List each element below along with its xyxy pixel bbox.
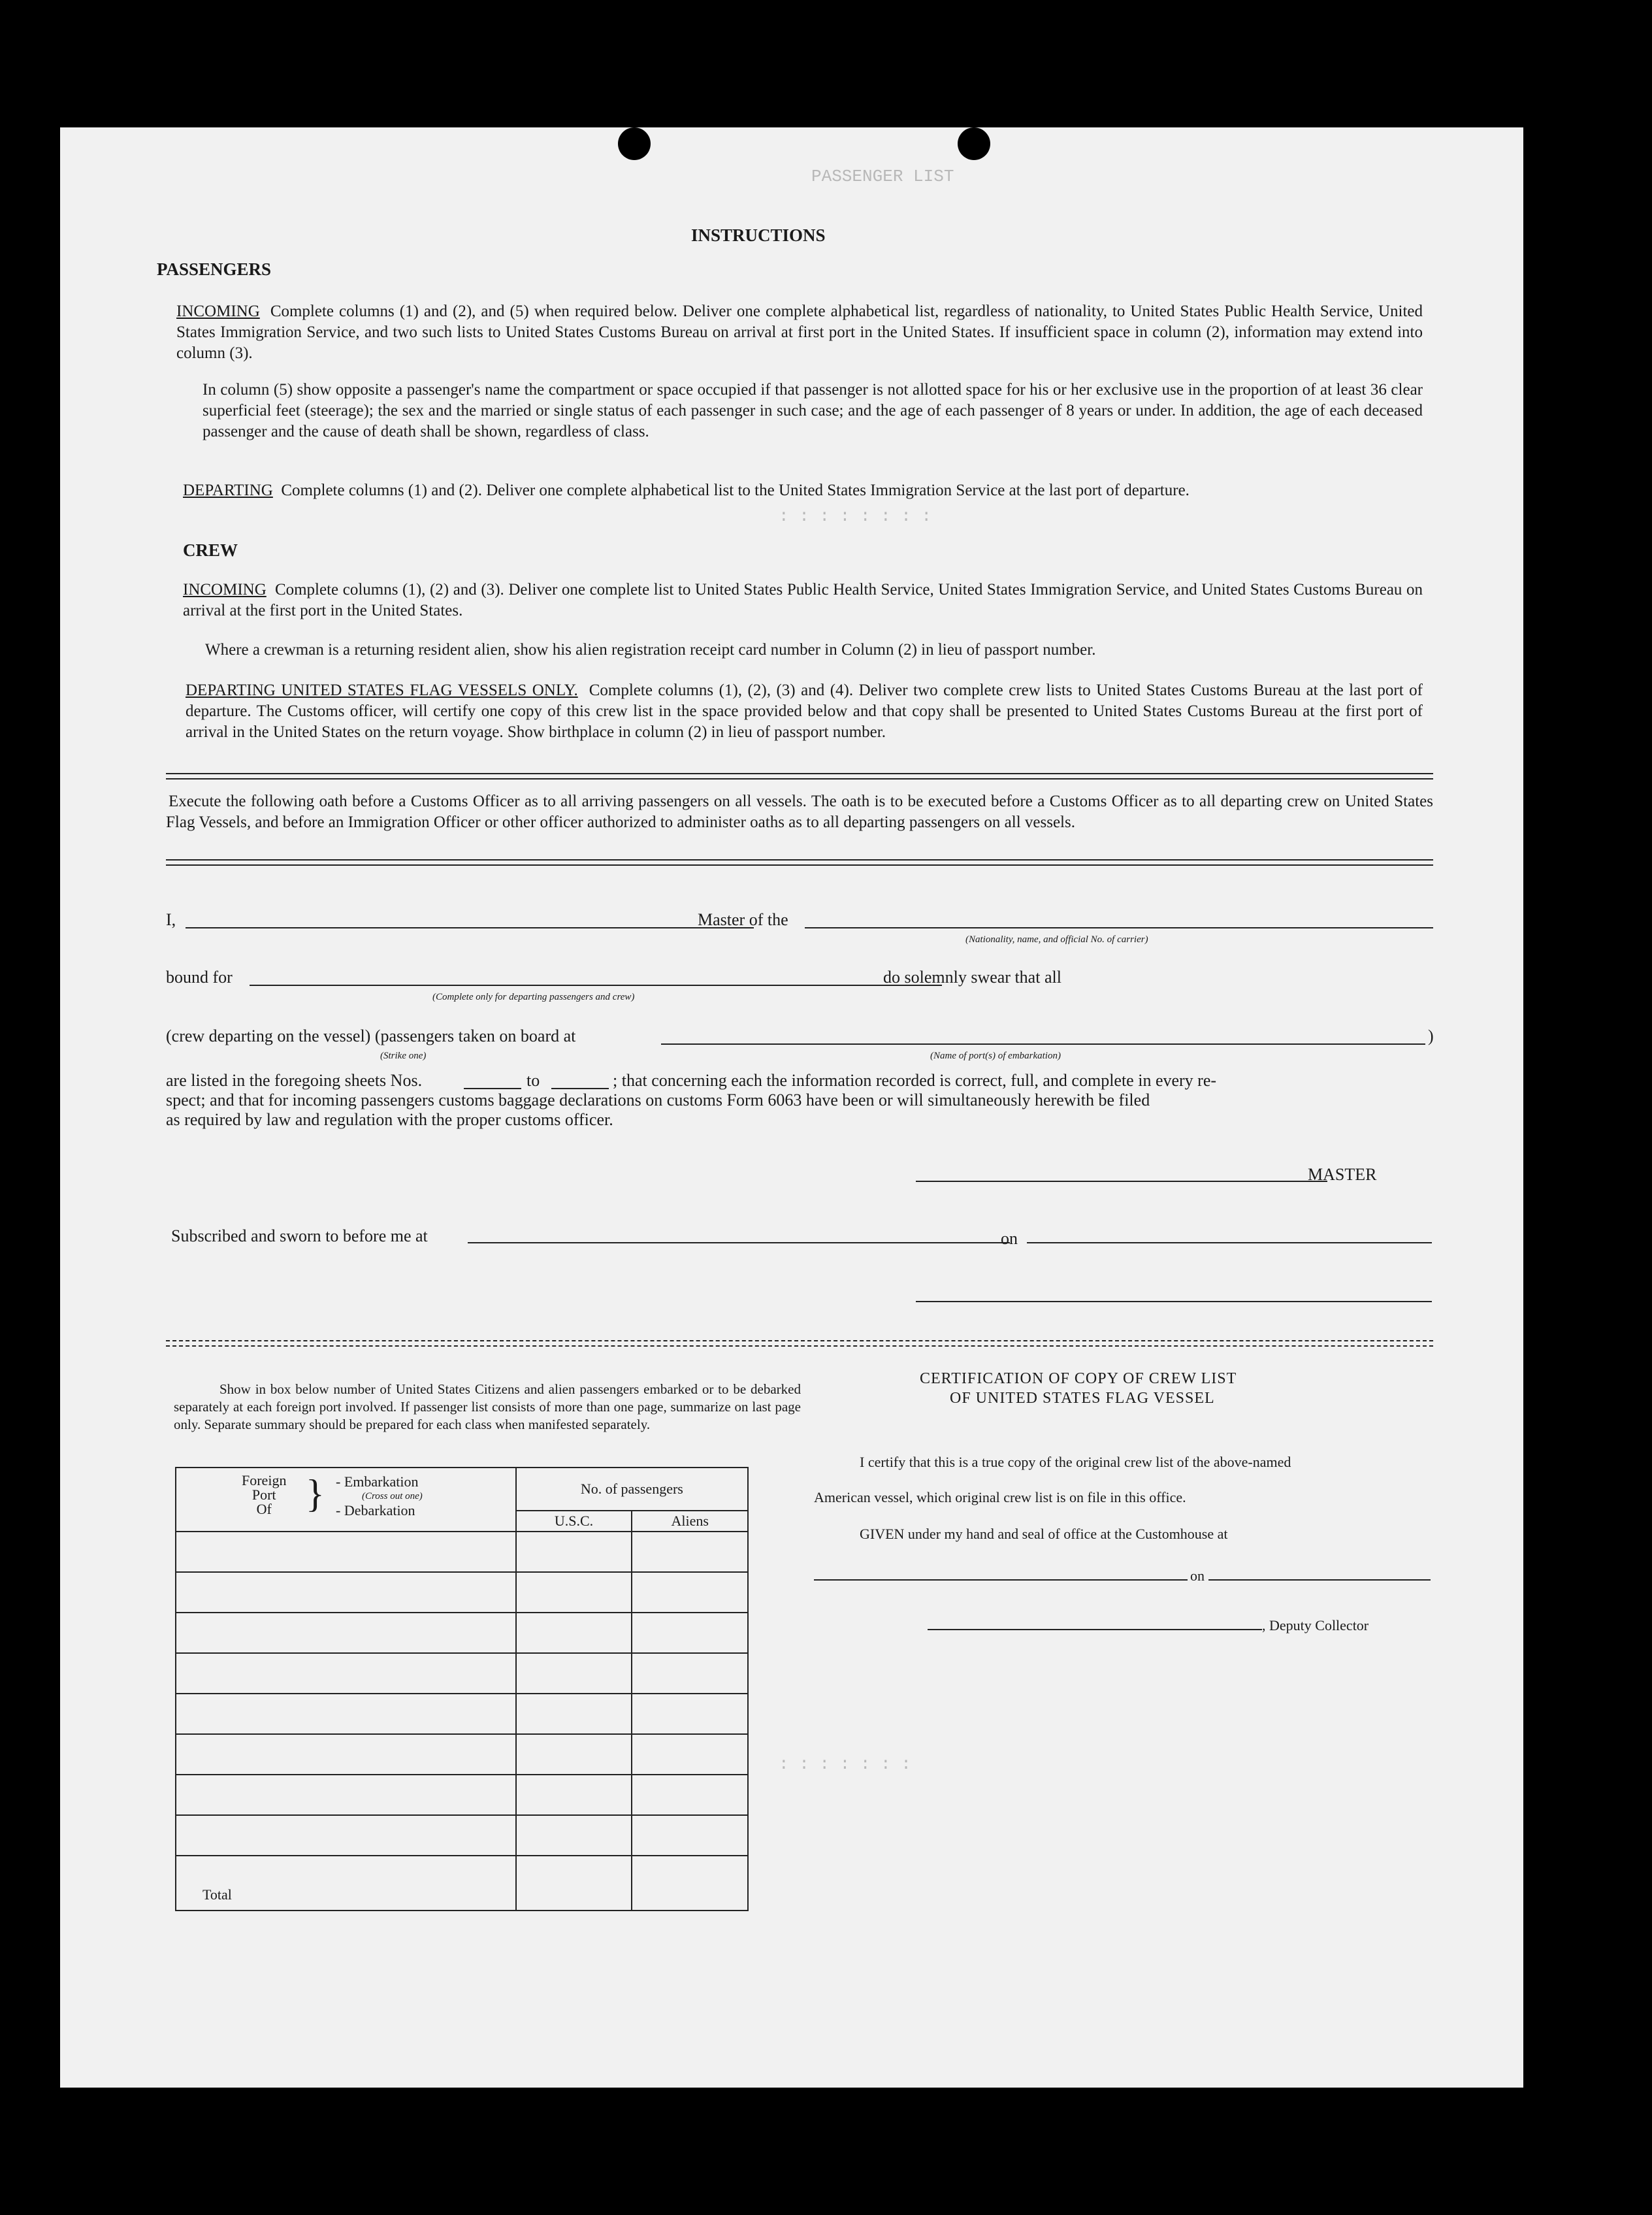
given-text: GIVEN under my hand and seal of office at the Customhouse at bbox=[860, 1526, 1228, 1542]
table-row bbox=[176, 1653, 748, 1694]
passengers-departing-paragraph bbox=[183, 480, 1423, 501]
certification-heading-1: CERTIFICATION OF COPY OF CREW LIST bbox=[920, 1370, 1237, 1387]
crew-incoming-paragraph bbox=[183, 580, 1423, 621]
master-name-line[interactable] bbox=[186, 927, 754, 928]
passenger-summary-table bbox=[175, 1467, 749, 1911]
section-divider bbox=[166, 773, 1433, 779]
table-row bbox=[176, 1532, 748, 1572]
crew-incoming-text: Complete columns (1), (2) and (3). Deliver one complete list to United States Public Health Service, United States Immigration Service, and United States Customs Bureau on arrival at the first port in the United States. bbox=[183, 581, 1423, 619]
page-title: INSTRUCTIONS bbox=[691, 225, 826, 245]
ports-note: (Name of port(s) of embarkation) bbox=[930, 1051, 1061, 1061]
bound-for-label: bound for bbox=[166, 968, 233, 987]
oath-text-c: spect; and that for incoming passengers customs baggage declarations on customs Form 6063 have been or will simultaneously herewith be filed bbox=[166, 1091, 1150, 1109]
certification-heading-2: OF UNITED STATES FLAG VESSEL bbox=[950, 1390, 1215, 1407]
oath-i-label: I, bbox=[166, 910, 176, 929]
crew-departing-label: DEPARTING UNITED STATES FLAG VESSELS ONLY. bbox=[186, 681, 578, 699]
port-label: Port bbox=[251, 1486, 276, 1503]
sheets-to-label: to bbox=[526, 1071, 540, 1090]
subscribed-label: Subscribed and sworn to before me at bbox=[171, 1226, 428, 1245]
aliens-header: Aliens bbox=[632, 1511, 748, 1532]
passengers-incoming-text: Complete columns (1) and (2), and (5) when required below. Deliver one complete alphabetical list, regardless of nationality, to United States Public Health Service, United States Immigration Service, and two such lists to United States Customs Bureau on arrival at first port in the United States. If insufficient space in column (2), information may extend into column (3). bbox=[176, 303, 1423, 362]
certify-text: I certify that this is a true copy of the original crew list of the above-named bbox=[860, 1454, 1291, 1470]
oath-text-d: as required by law and regulation with the proper customs officer. bbox=[166, 1110, 613, 1129]
total-label: Total bbox=[176, 1856, 516, 1911]
master-signature-line[interactable] bbox=[916, 1181, 1327, 1182]
passengers-departing-label: DEPARTING bbox=[183, 482, 273, 499]
table-row bbox=[176, 1775, 748, 1815]
punch-hole bbox=[958, 127, 990, 160]
passengers-incoming-label: INCOMING bbox=[176, 303, 260, 320]
oath-text-b: ; that concerning each the information recorded is correct, full, and complete in every re- bbox=[613, 1071, 1217, 1090]
officer-signature-line[interactable] bbox=[916, 1301, 1432, 1302]
table-row bbox=[176, 1734, 748, 1775]
certification-date-line[interactable] bbox=[1208, 1579, 1431, 1581]
no-of-passengers-header: No. of passengers bbox=[516, 1468, 748, 1511]
carrier-note: (Nationality, name, and official No. of carrier) bbox=[965, 934, 1148, 945]
passengers-incoming-paragraph bbox=[176, 301, 1423, 364]
master-of-the-label: Master of the bbox=[698, 910, 788, 929]
brace: } bbox=[306, 1472, 325, 1515]
foreign-label: Foreign bbox=[242, 1472, 287, 1488]
american-vessel-text: American vessel, which original crew list is on file in this office. bbox=[814, 1489, 1186, 1505]
summary-instructions: Show in box below number of United States Citizens and alien passengers embarked or to be debarked separately at each foreign port involved. If passenger list consists of more than one page, summarize on last page only. Separate summary should be prepared for each class when manifested separately. bbox=[174, 1381, 801, 1432]
crew-heading: CREW bbox=[183, 540, 238, 560]
passengers-heading: PASSENGERS bbox=[157, 259, 272, 279]
total-row bbox=[176, 1856, 748, 1911]
cross-out-note: (Cross out one) bbox=[362, 1491, 423, 1501]
customhouse-line[interactable] bbox=[814, 1579, 1188, 1581]
embarkation-label[interactable]: - Embarkation bbox=[336, 1473, 419, 1490]
table-row bbox=[176, 1815, 748, 1856]
crew-incoming-label: INCOMING bbox=[183, 581, 267, 599]
of-label: Of bbox=[256, 1501, 272, 1517]
usc-header: U.S.C. bbox=[516, 1511, 632, 1532]
document-sheet: PASSENGER LIST : : : : : : : : : : : : : : : INSTRUCTIONS PASSENGERS INCOMING Complete columns (1) and (2), and (5) when required below. Deliver one complete alphabetical list, regardless of nationality, to United States Public Health Service, United States Immigration Service, and two such lists to United States Customs Bureau on arrival at first port in the United States. If insufficient space in column (2), information may extend into column (3). In column (5) show opposite a passenger's name the compartment or space occupied if that passenger is not allotted space for his or her exclusive use in the proportion of at least 36 clear superficial feet (steerage); the sex and the married or single status of each passenger in such case; and the age of each passenger of 8 years or under. In addition, the age of each deceased passenger and the cause of death shall be shown, regardless of class. DEPARTING Complete columns (1) and (2). Deliver one complete alphabetical list to the United States Immigration Service at the last port of departure. CREW INCOMING Complete columns (1), (2) and (3). Deliver one complete list to United States Public Health Service, United States Immigration Service, and United States Customs Bureau on arrival at the first port in the United States. Where a crewman is a returning resident alien, show his alien registration receipt card number in Column (2) in lieu of passport number. DEPARTING UNITED STATES FLAG VESSELS ONLY. Complete columns (1), (2), (3) and (4). Deliver two complete crew lists to United States Customs Bureau at the last port of departure. The Customs officer, will certify one copy of this crew list in the space provided below and that copy shall be presented to United States Customs Bureau at the first port of arrival in the United States on the return voyage. Show birthplace in column (2) in lieu of passport number. Execute the following oath before a Customs Officer as to all arriving passengers on all vessels. The oath is to be executed before a Customs Officer as to all departing crew on United States Flag Vessels, and before an Immigration Officer or other officer authorized to administer oaths as to all departing passengers on all vessels. I, Master of the (Nationality, name, and official No. of carrier) bound for (Complete only for departing passengers and crew) do solemnly swear that all (crew departing on the vessel) (passengers taken on board at (Strike one) ) (Name of port(s) of embarkation) are listed in the foregoing sheets Nos. to ; that concerning each the information recorded is correct, full, and complete in every re- spect; and that for incoming passengers customs baggage declarations on customs Form 6063 have been or will simultaneously herewith be filed as required by law and regulation with the proper customs officer. MASTER Subscribed and sworn to before me at on Show in box below number of United States Citizens and alien passengers embarked or to be debarked separately at each foreign port involved. If passenger list consists of more than one page, summarize on last page only. Separate summary should be prepared for each class when manifested separately. Foreign Port Of } - Embarkation (Cross out one) - Debarkation No. of passengers U.S.C. Aliens Total CERTIFICATION OF COPY OF CREW LIST OF UNITED STATES FLAG VESSEL I certify that this is a true copy of the original crew list of the above-named American vessel, which original crew list is on file in this office. GIVEN under my hand and seal of office at the Customhouse at on , Deputy Collector bbox=[60, 127, 1523, 2088]
section-divider bbox=[166, 859, 1433, 866]
punch-hole bbox=[618, 127, 651, 160]
sworn-date-line[interactable] bbox=[1027, 1242, 1432, 1243]
deputy-signature-line[interactable] bbox=[928, 1629, 1262, 1630]
section-divider bbox=[166, 1340, 1433, 1347]
master-label: MASTER bbox=[1308, 1165, 1377, 1184]
sworn-at-line[interactable] bbox=[468, 1242, 1010, 1243]
port-header-cell bbox=[176, 1468, 516, 1532]
crew-resident-paragraph: Where a crewman is a returning resident alien, show his alien registration receipt card number in Column (2) in lieu of passport number. bbox=[205, 641, 1096, 659]
crew-departing-text: Complete columns (1), (2), (3) and (4). Deliver two complete crew lists to United States Customs Bureau at the last port of departure. The Customs officer, will certify one copy of this crew list in the space provided below and that copy shall be presented to United States Customs Bureau at the first port of arrival in the United States on the return voyage. Show birthplace in column (2) in lieu of passport number. bbox=[186, 681, 1423, 741]
crew-departing-paragraph bbox=[186, 680, 1423, 743]
crew-passengers-strike-text: (crew departing on the vessel) (passengers taken on board at bbox=[166, 1026, 576, 1045]
sworn-on-label: on bbox=[1001, 1229, 1018, 1248]
oath-instructions: Execute the following oath before a Customs Officer as to all arriving passengers on all vessels. The oath is to be executed before a Customs Officer as to all departing crew on United States Flag Vessels, and before an Immigration Officer or other officer authorized to administer oaths as to all departing passengers on all vessels. bbox=[166, 793, 1433, 831]
sheets-nos-label: are listed in the foregoing sheets Nos. bbox=[166, 1071, 423, 1090]
debarkation-label[interactable]: - Debarkation bbox=[336, 1502, 415, 1518]
solemnly-swear-text: do solemnly swear that all bbox=[883, 968, 1061, 987]
strike-one-note: (Strike one) bbox=[380, 1051, 427, 1061]
table-row bbox=[176, 1572, 748, 1613]
passengers-departing-text: Complete columns (1) and (2). Deliver one complete alphabetical list to the United States Immigration Service at the last port of departure. bbox=[281, 482, 1190, 499]
oath-close-paren: ) bbox=[1428, 1026, 1434, 1045]
table-row bbox=[176, 1613, 748, 1653]
certification-on-label: on bbox=[1190, 1567, 1205, 1584]
passengers-column5-paragraph: In column (5) show opposite a passenger's name the compartment or space occupied if that passenger is not allotted space for his or her exclusive use in the proportion of at least 36 clear superficial feet (steerage); the sex and the married or single status of each passenger in such case; and the age of each passenger of 8 years or under. In addition, the age of each deceased passenger and the cause of death shall be shown, regardless of class. bbox=[202, 381, 1423, 440]
table-row bbox=[176, 1694, 748, 1734]
deputy-collector-label: , Deputy Collector bbox=[1262, 1617, 1369, 1633]
bound-for-note: (Complete only for departing passengers and crew) bbox=[432, 992, 635, 1002]
